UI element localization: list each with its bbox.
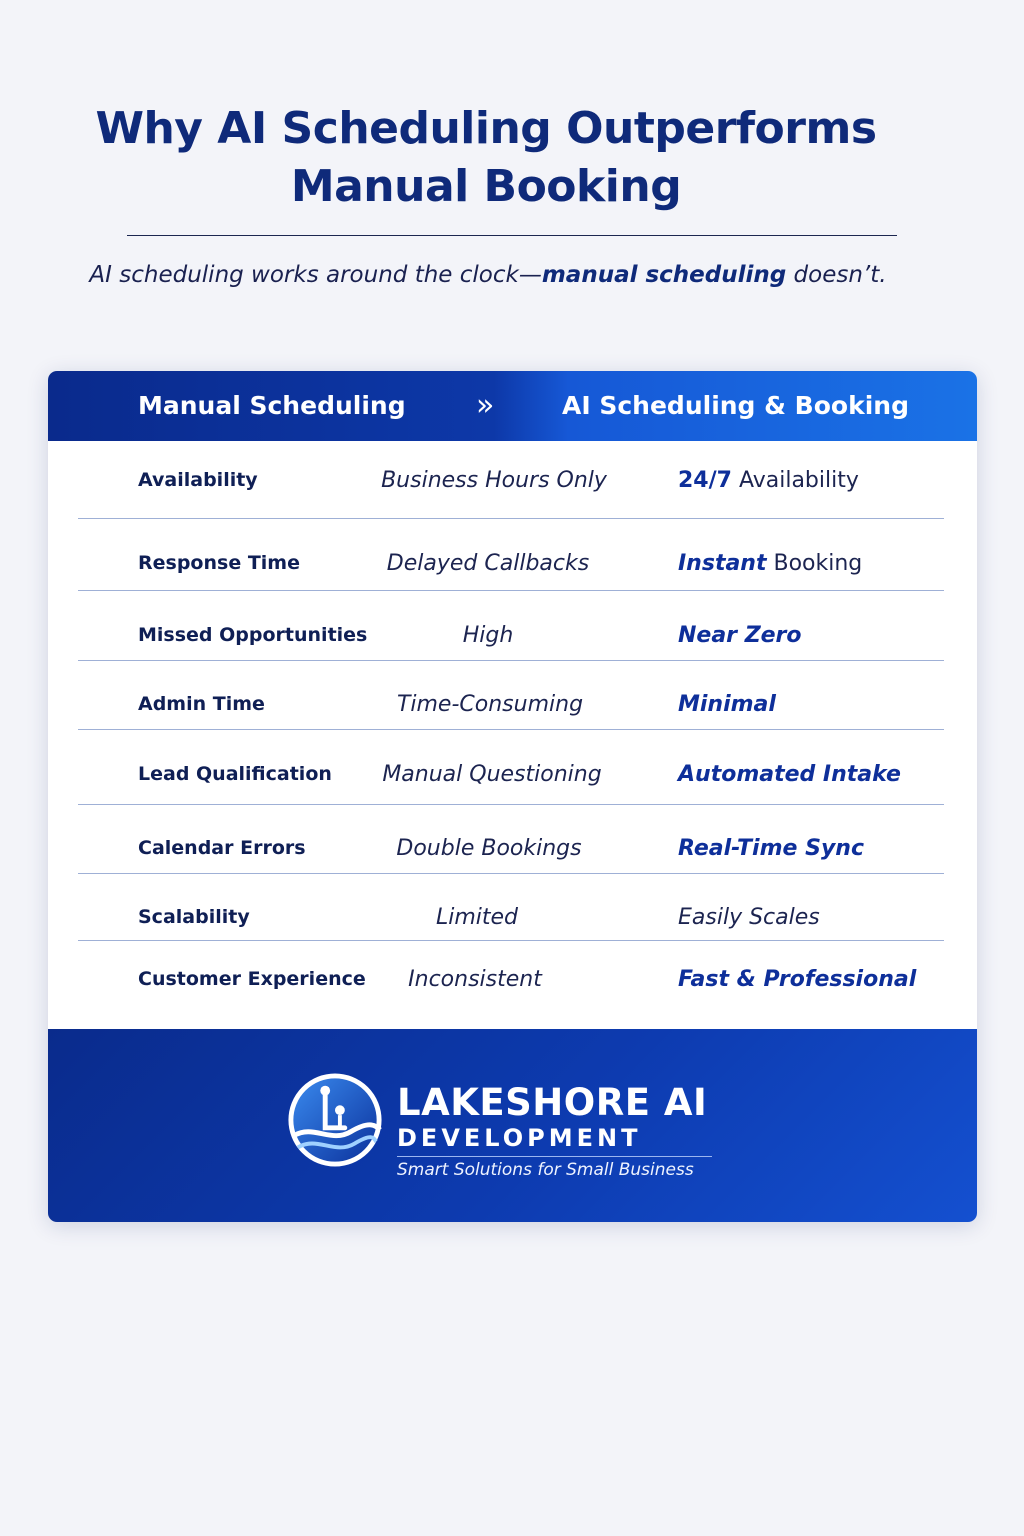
table-row [48, 591, 977, 661]
ai-value-highlight: Instant [678, 551, 767, 576]
comparison-header [48, 371, 977, 441]
row-label: Availability [138, 469, 258, 491]
row-manual-value: Limited [435, 905, 519, 930]
table-row [48, 441, 977, 519]
row-ai-value [678, 967, 916, 992]
title-divider [127, 235, 897, 236]
row-label: Response Time [138, 552, 300, 574]
ai-value-highlight: Real-Time Sync [678, 836, 864, 861]
ai-value-text: Availability [731, 468, 859, 493]
brand-name: LAKESHORE AI [397, 1081, 708, 1124]
row-label: Missed Opportunities [138, 624, 368, 646]
row-manual-value: Business Hours Only [381, 468, 607, 493]
row-manual-value: High [462, 623, 514, 648]
row-label: Calendar Errors [138, 837, 306, 859]
row-label: Lead Qualification [138, 763, 332, 785]
table-row [48, 941, 977, 1029]
title-line-1: Why AI Scheduling Outperforms [95, 103, 877, 154]
comparison-card [48, 371, 977, 1222]
row-manual-value: Inconsistent [408, 967, 542, 992]
table-row [48, 519, 977, 591]
table-row [48, 805, 977, 874]
row-manual-value: Double Bookings [396, 836, 582, 861]
row-ai-value [678, 623, 802, 648]
comparison-rows [48, 441, 977, 1029]
row-ai-value [678, 836, 864, 861]
table-row [48, 874, 977, 941]
ai-value-highlight: Near Zero [678, 623, 802, 648]
ai-value-highlight: Minimal [678, 692, 776, 717]
row-ai-value [678, 762, 901, 787]
row-ai-value [678, 468, 859, 493]
lakeshore-logo-icon [286, 1071, 384, 1169]
row-manual-value: Delayed Callbacks [386, 551, 590, 576]
row-manual-value: Time-Consuming [396, 692, 584, 717]
subtitle-lead: AI scheduling works around the clock— [89, 262, 542, 288]
row-manual-value: Manual Questioning [382, 762, 602, 787]
brand-divider [397, 1156, 712, 1157]
row-ai-value [678, 692, 776, 717]
brand-footer [48, 1029, 977, 1222]
subtitle-emphasis: manual scheduling [541, 262, 787, 288]
ai-value-text: Booking [766, 551, 863, 576]
subtitle [0, 262, 976, 288]
title-line-2: Manual Booking [290, 161, 682, 212]
ai-value-highlight: Fast & Professional [678, 967, 917, 992]
chevron-right-icon: » [476, 388, 495, 423]
page-title [0, 100, 972, 216]
subtitle-tail: doesn’t. [786, 262, 887, 288]
row-label: Scalability [138, 906, 250, 928]
header-manual-label: Manual Scheduling [138, 391, 406, 420]
ai-value-highlight: 24/7 [678, 468, 732, 493]
brand-subtitle: DEVELOPMENT [397, 1124, 642, 1152]
ai-value-text: Easily Scales [678, 905, 820, 930]
ai-value-highlight: Automated Intake [678, 762, 901, 787]
table-row [48, 661, 977, 730]
brand-tagline: Smart Solutions for Small Business [397, 1160, 694, 1180]
table-row [48, 730, 977, 805]
row-label: Admin Time [138, 693, 265, 715]
row-ai-value [678, 551, 862, 576]
row-ai-value [678, 905, 820, 930]
header-ai-label: AI Scheduling & Booking [562, 391, 909, 420]
row-label: Customer Experience [138, 968, 366, 990]
